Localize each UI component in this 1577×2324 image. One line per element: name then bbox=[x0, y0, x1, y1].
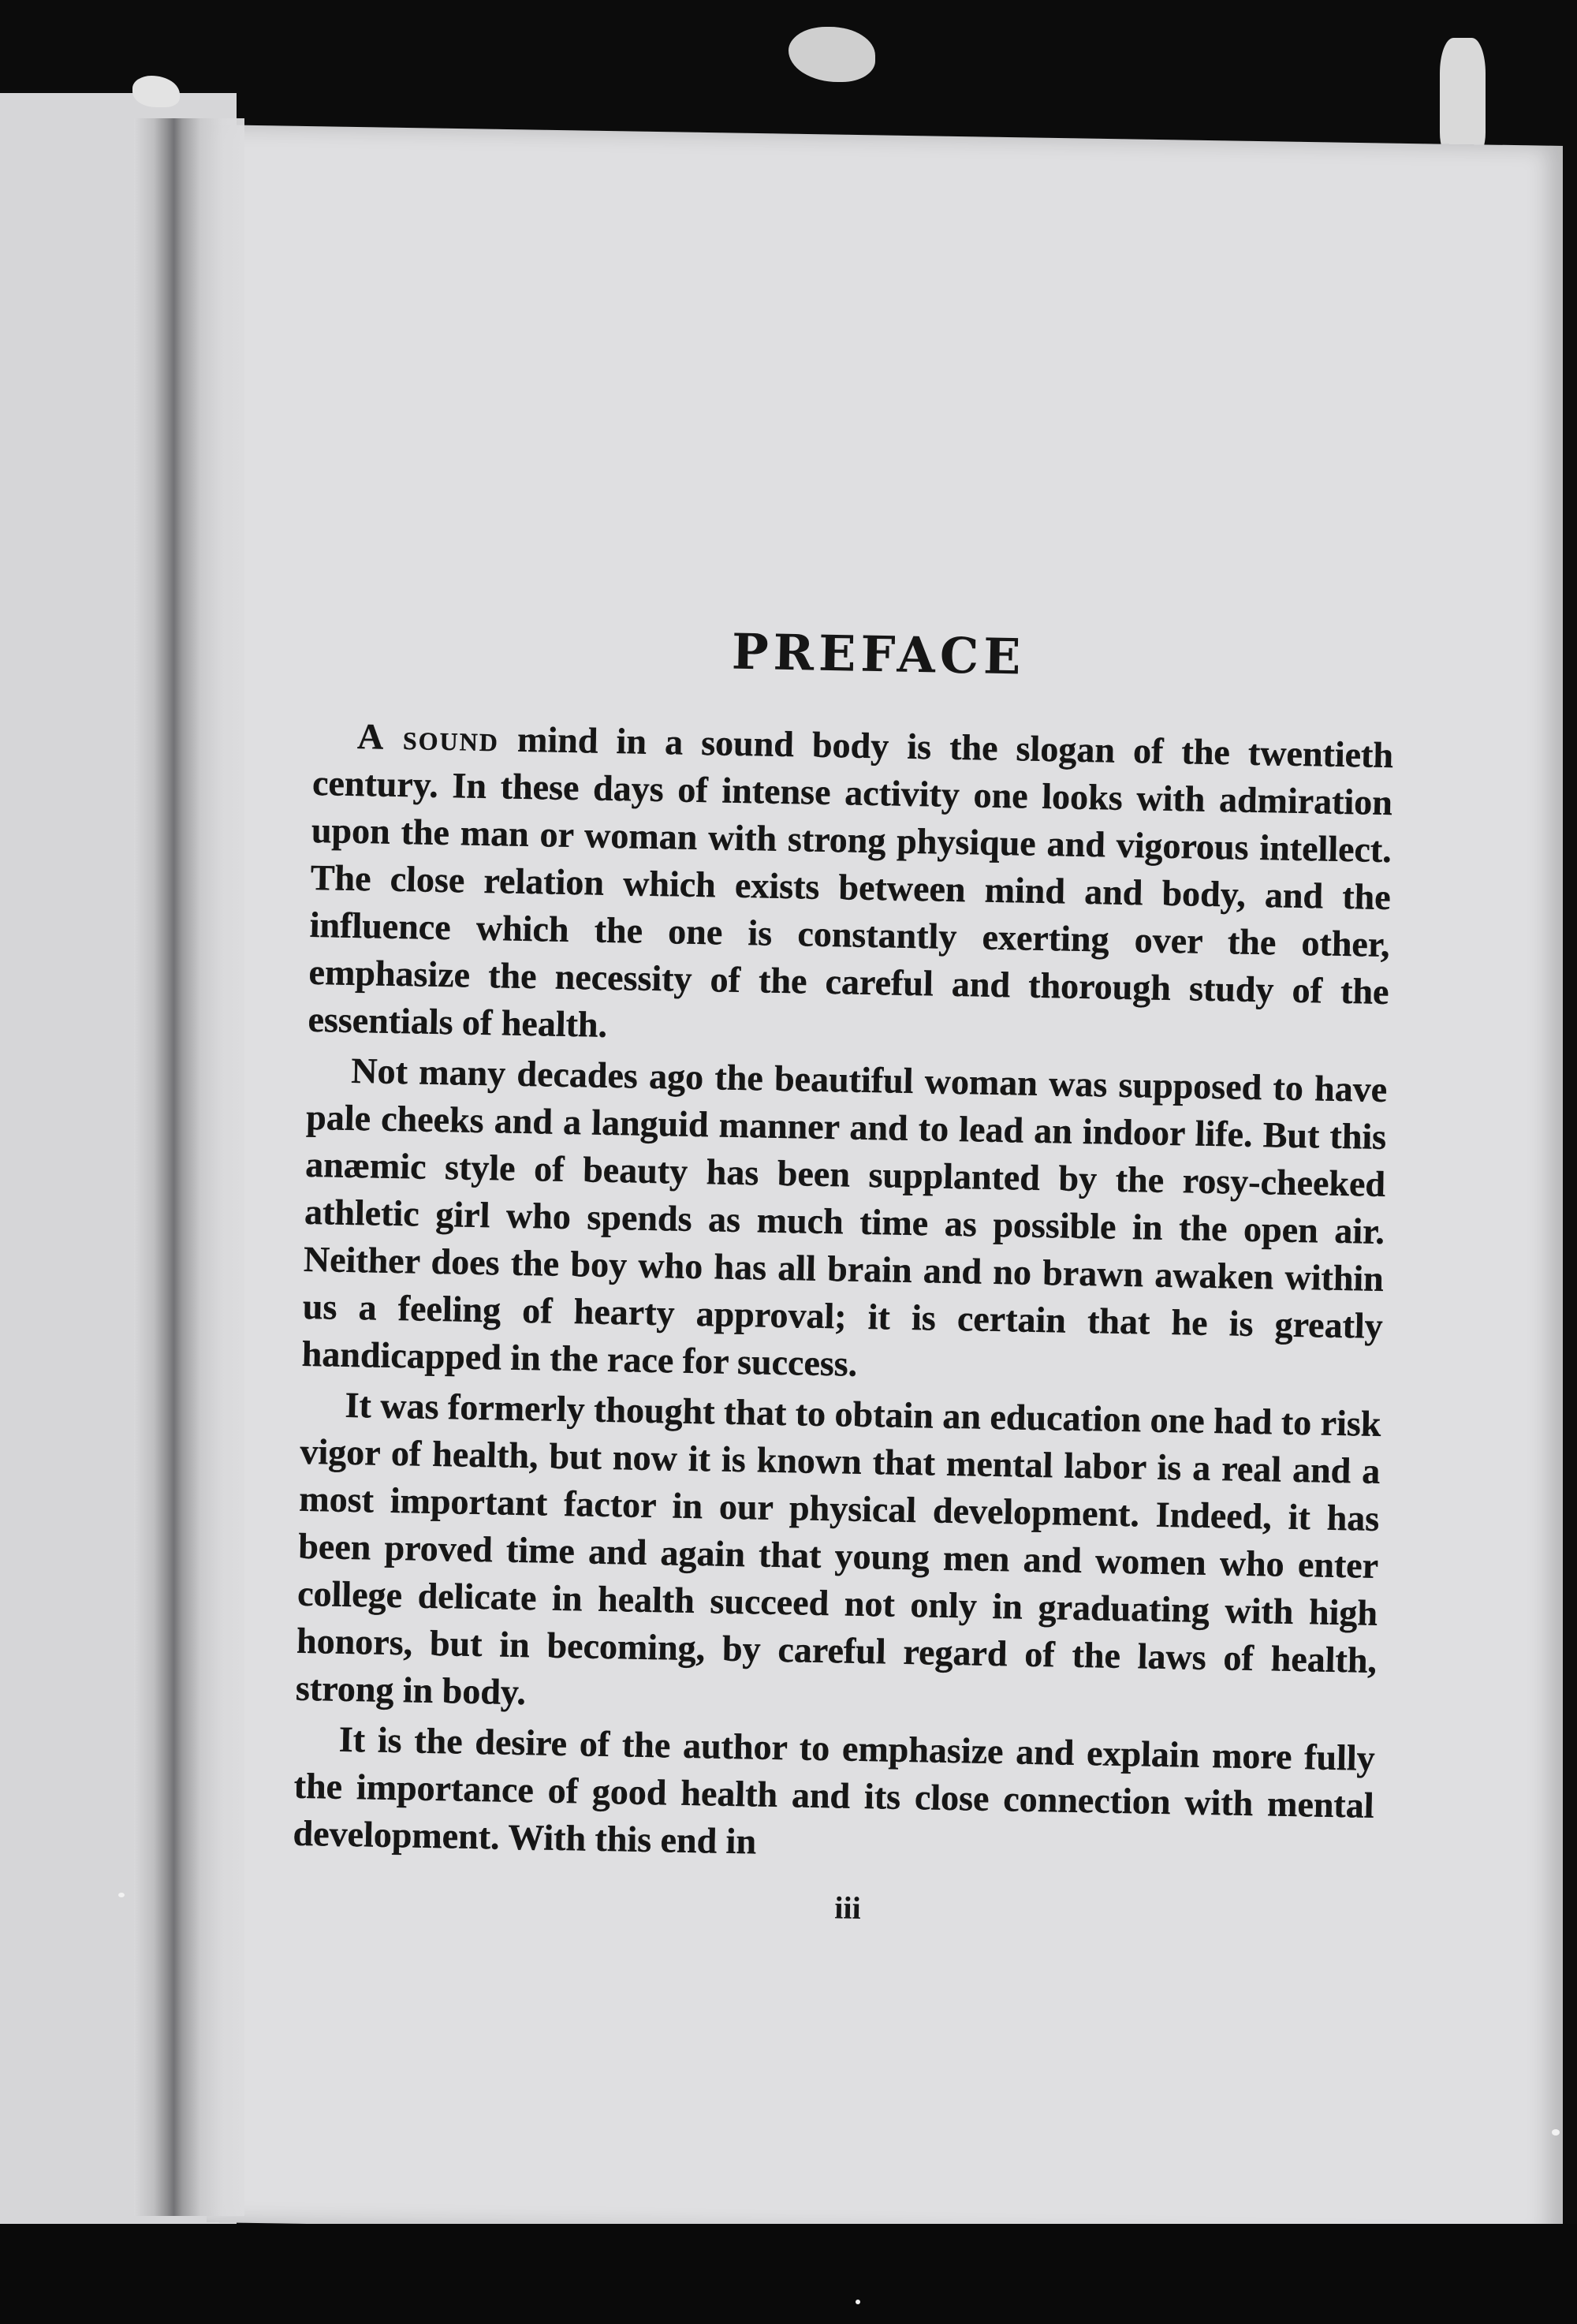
paragraph-text: mind in a sound body is the slogan of the twentieth century. In these days of intense activity one looks with admiration upon the man or woman with strong physique and vigorous intellect. The close relation which exists between mind and body, and the influence which the one is constantly exerting over the other, emphasize the necessity of the careful and thorough study of the essentials of health. bbox=[308, 718, 1394, 1045]
scan-speck bbox=[1552, 2129, 1560, 2136]
page-text-block bbox=[292, 615, 1396, 1936]
book-gutter bbox=[134, 118, 244, 2216]
scan-edge-mark bbox=[788, 27, 875, 82]
page-heading: PREFACE bbox=[731, 622, 1027, 686]
paragraph-1 bbox=[308, 712, 1393, 1063]
scan-speck bbox=[856, 2300, 860, 2304]
scan-bottom-margin bbox=[0, 2224, 1577, 2324]
scan-edge-mark bbox=[1440, 38, 1486, 156]
paragraph-lead-in: A sound bbox=[356, 716, 500, 759]
paragraph-2: Not many decades ago the beautiful woman was supposed to have pale cheeks and a languid manner and to lead an indoor life. But this anæmic style of beauty has been supplanted by the rosy-cheeked athletic girl who spends as much time as possible in the open air. Neither does the boy who has all brain and no brawn awaken within us a feeling of hearty approval; it is certain that he is greatly handicapped in the race for success. bbox=[301, 1050, 1388, 1384]
paragraph-3: It was formerly thought that to obtain an education one had to risk vigor of health, but now it is known that mental labor is a real and a most important factor in our physical development. Indeed, it has been proved time and again that young men and women who enter college delicate in health succeed not only in graduating with high honors, but in becoming, by careful regard of the laws of health, strong in body. bbox=[295, 1384, 1381, 1713]
page-number: iii bbox=[833, 1889, 862, 1926]
scan-edge-mark bbox=[132, 76, 180, 107]
paragraph-4: It is the desire of the author to emphasize and explain more fully the importance of good health and its close connection with mental development. With this end in bbox=[293, 1718, 1376, 1862]
scan-speck bbox=[118, 1893, 125, 1897]
